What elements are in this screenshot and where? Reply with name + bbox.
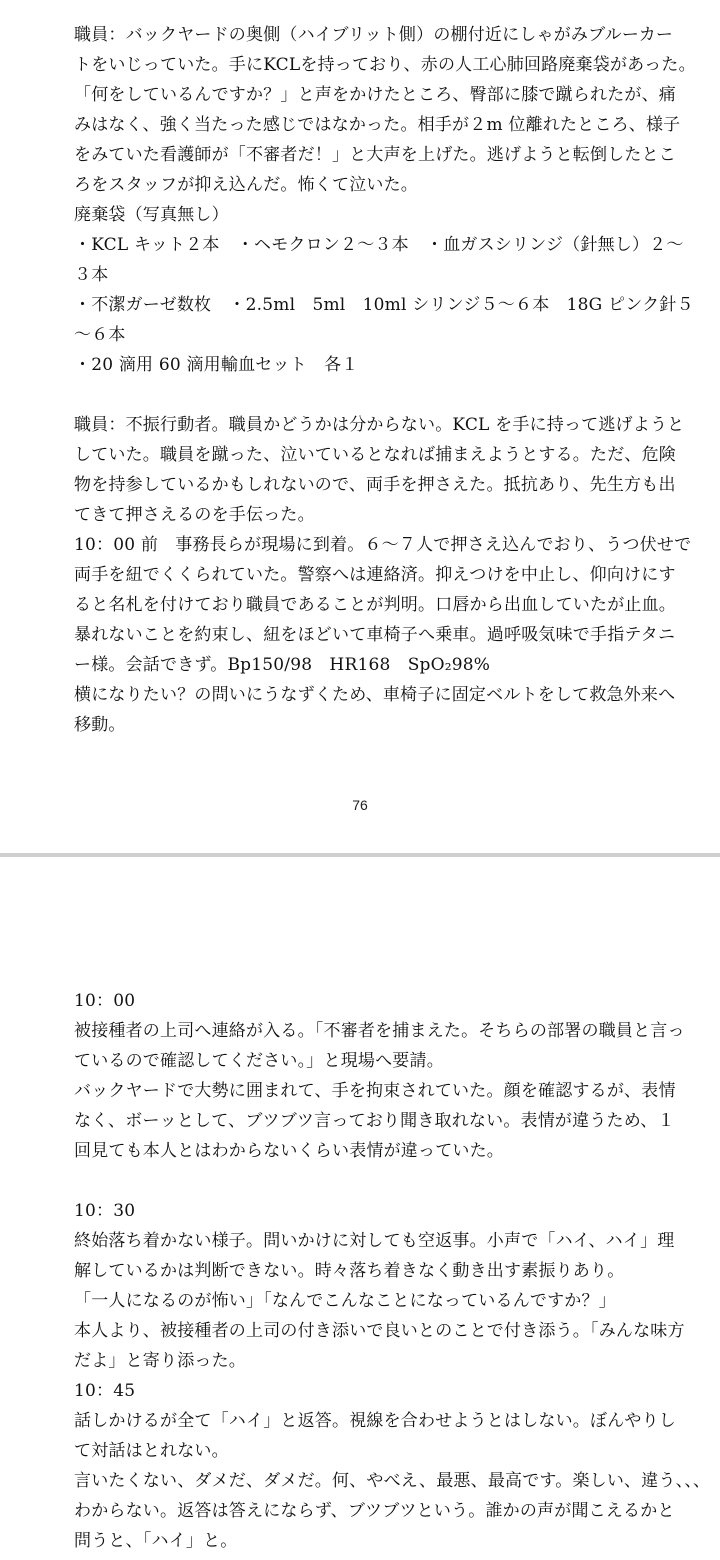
text-line xyxy=(74,1166,674,1196)
text-line: 話しかけるが全て「ハイ」と返答。視線を合わせようとはしない。ぼんやりし xyxy=(74,1411,676,1431)
page-number: 76 xyxy=(352,797,368,813)
text-line: ・20 滴用 60 滴用輸血セット 各１ xyxy=(74,355,359,375)
text-line: ているので確認してください。」と現場へ要請。 xyxy=(74,1051,444,1071)
text-line: だよ」と寄り添った。 xyxy=(74,1351,246,1371)
text-line: 10：00 前 事務長らが現場に到着。６～７人で押さえ込んでおり、うつ伏せで xyxy=(74,535,692,555)
text-line: ３本 xyxy=(74,265,109,285)
text-line: していた。職員を蹴った、泣いているとなれば捕まえようとする。ただ、危険 xyxy=(74,445,676,465)
text-line xyxy=(74,380,674,410)
text-line: 被接種者の上司へ連絡が入る。「不審者を捕まえた。そちらの部署の職員と言っ xyxy=(74,1021,685,1041)
text-line: 言いたくない、ダメだ、ダメだ。何、やべえ、最悪、最高です。楽しい、違う、、、 xyxy=(74,1471,711,1491)
text-line: バックヤードで大勢に囲まれて、手を拘束されていた。顔を確認するが、表情 xyxy=(74,1081,676,1101)
text-line: てきて押さえるのを手伝った。 xyxy=(74,505,315,525)
text-line: ・KCL キット２本 ・ヘモクロン２～３本 ・血ガスシリンジ（針無し）２～ xyxy=(74,235,684,255)
text-line: 暴れないことを約束し、紐をほどいて車椅子へ乗車。過呼吸気味で手指テタニ xyxy=(74,625,676,645)
text-line: 本人より、被接種者の上司の付き添いで良いとのことで付き添う。「みんな味方 xyxy=(74,1321,685,1341)
text-line: ろをスタッフが抑え込んだ。怖くて泣いた。 xyxy=(74,175,418,195)
text-line: 回見ても本人とはわからないくらい表情が違っていた。 xyxy=(74,1141,504,1161)
text-line: 10：00 xyxy=(74,991,136,1011)
text-line: 移動。 xyxy=(74,715,126,735)
text-line: ・不潔ガーゼ数枚 ・2.5ml 5ml 10ml シリンジ５～６本 18G ピンク針５ xyxy=(74,295,694,315)
text-line: 解しているかは判断できない。時々落ち着きなく動き出す素振りあり。 xyxy=(74,1261,625,1281)
text-line: 「一人になるのが怖い」「なんでこんなことになっているんですか？」 xyxy=(74,1291,616,1311)
text-line: 10：45 xyxy=(74,1381,136,1401)
text-line: 両手を紐でくくられていた。警察へは連絡済。抑えつけを中止し、仰向けにす xyxy=(74,565,676,585)
text-line: 終始落ち着かない様子。問いかけに対しても空返事。小声で「ハイ、ハイ」理 xyxy=(74,1231,675,1251)
text-line: ると名札を付けており職員であることが判明。口唇から出血していたが止血。 xyxy=(74,595,676,615)
text-line: ～６本 xyxy=(74,325,126,345)
text-line: をみていた看護師が「不審者だ！」と大声を上げた。逃げようと転倒したとこ xyxy=(74,145,676,165)
text-line: トをいじっていた。手にKCLを持っており、赤の人工心肺回路廃棄袋があった。 xyxy=(74,55,696,75)
text-line: 横になりたい？の問いにうなずくため、車椅子に固定ベルトをして救急外来へ xyxy=(74,685,676,705)
page-bottom-text xyxy=(74,986,711,1556)
text-line: 物を持参しているかもしれないので、両手を押さえた。抵抗あり、先生方も出 xyxy=(74,475,676,495)
text-line: 廃棄袋（写真無し） xyxy=(74,205,229,225)
text-line: 問うと、「ハイ」と。 xyxy=(74,1531,238,1551)
text-line: わからない。返答は答えにならず、ブツブツという。誰かの声が聞こえるかと xyxy=(74,1501,675,1521)
text-line: みはなく、強く当たった感じではなかった。相手が２m 位離れたところ、様子 xyxy=(74,115,681,135)
text-line: なく、ボーッとして、ブツブツ言っており聞き取れない。表情が違うため、１ xyxy=(74,1111,675,1131)
page-top-text xyxy=(74,20,696,740)
text-line: て対話はとれない。 xyxy=(74,1441,229,1461)
text-line: ー様。会話できず。Bp150/98 HR168 SpO₂98% xyxy=(74,655,491,675)
text-line: 10：30 xyxy=(74,1201,136,1221)
text-line: 職員：バックヤードの奥側（ハイブリット側）の棚付近にしゃがみブルーカー xyxy=(74,25,674,45)
page-divider xyxy=(0,853,720,857)
text-line: 「何をしているんですか？」と声をかけたところ、臀部に膝で蹴られたが、痛 xyxy=(74,85,676,105)
text-line: 職員：不振行動者。職員かどうかは分からない。KCL を手に持って逃げようと xyxy=(74,415,685,435)
